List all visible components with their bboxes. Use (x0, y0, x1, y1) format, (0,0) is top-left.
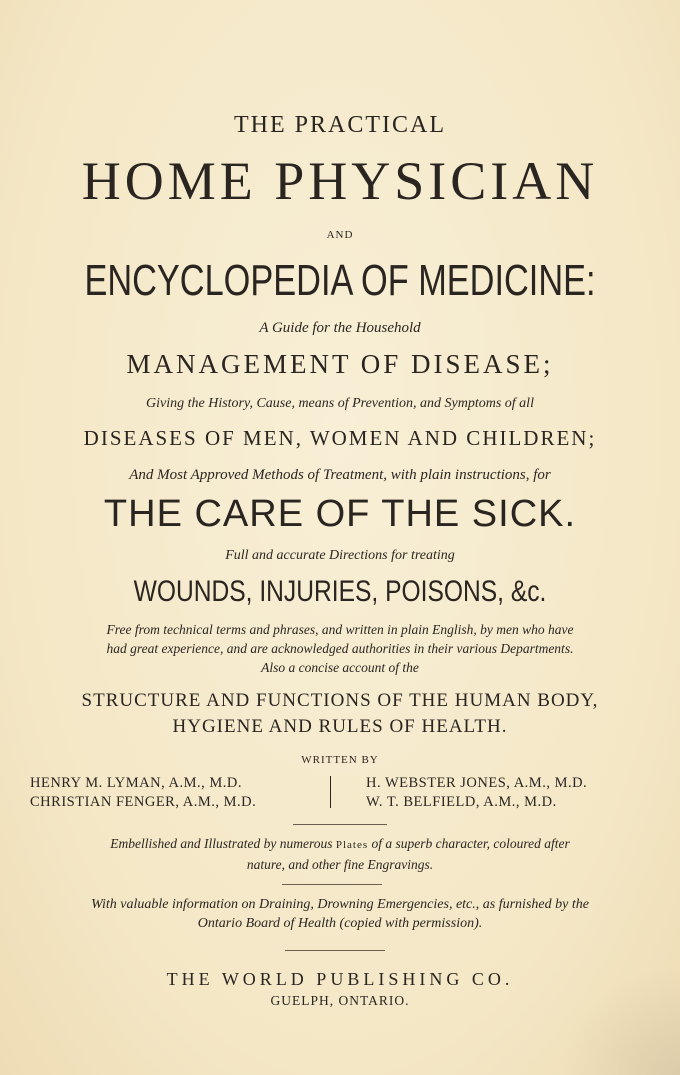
publisher-location: GUELPH, ONTARIO. (270, 993, 410, 1008)
authors-left-column (30, 774, 256, 812)
heading-wounds: WOUNDS, INJURIES, POISONS, &c. (133, 575, 547, 608)
heading-care-of-sick: THE CARE OF THE SICK. (103, 493, 577, 535)
divider-rule (293, 824, 387, 825)
written-by-label: WRITTEN BY (301, 754, 379, 766)
embellished-part-a: Embellished and Illustrated by numerous (110, 836, 333, 851)
valuable-line-2: Ontario Board of Health (copied with permission). (197, 916, 483, 931)
heading-structure-line-2: HYGIENE AND RULES OF HEALTH. (172, 716, 508, 737)
authors-right-column (366, 774, 587, 812)
publisher-name: THE WORLD PUBLISHING CO. (166, 969, 514, 989)
title-and: AND (326, 229, 354, 241)
subtitle-methods: And Most Approved Methods of Treatment, with plain instructions, for (129, 467, 551, 483)
valuable-paragraph (0, 895, 680, 933)
subtitle-directions: Full and accurate Directions for treating (225, 548, 455, 563)
author-jones: H. WEBSTER JONES, A.M., M.D. (366, 775, 588, 791)
description-paragraph (0, 620, 680, 677)
title-home-physician: HOME PHYSICIAN (81, 151, 599, 211)
subtitle-giving: Giving the History, Cause, means of Prevention, and Symptoms of all (146, 396, 534, 411)
heading-management: MANAGEMENT OF DISEASE; (126, 349, 554, 379)
embellished-part-d: nature, and other fine Engravings. (246, 857, 434, 872)
embellished-plates: Plates (335, 839, 369, 851)
subtitle-guide: A Guide for the Household (259, 320, 421, 336)
description-line-3: Also a concise account of the (261, 660, 419, 675)
authors-divider (330, 776, 331, 808)
heading-diseases: DISEASES OF MEN, WOMEN AND CHILDREN; (83, 426, 597, 450)
heading-structure-line-1: STRUCTURE AND FUNCTIONS OF THE HUMAN BODY, (81, 690, 599, 711)
embellished-part-c: of a superb character, coloured after (371, 836, 570, 851)
embellished-paragraph (0, 834, 680, 874)
title-the-practical: THE PRACTICAL (234, 112, 446, 138)
title-encyclopedia: ENCYCLOPEDIA OF MEDICINE: (84, 256, 596, 305)
description-line-2: had great experience, and are acknowledged authorities in their various Departments. (106, 641, 574, 656)
divider-rule (282, 884, 382, 885)
heading-structure (0, 688, 680, 740)
description-line-1: Free from technical terms and phrases, and written in plain English, by men who have (106, 622, 574, 637)
author-lyman: HENRY M. LYMAN, A.M., M.D. (30, 775, 243, 791)
divider-rule (285, 950, 385, 951)
valuable-line-1: With valuable information on Draining, Drowning Emergencies, etc., as furnished by the (91, 897, 589, 912)
paper-stain (560, 965, 680, 1075)
author-fenger: CHRISTIAN FENGER, A.M., M.D. (30, 794, 257, 810)
author-belfield: W. T. BELFIELD, A.M., M.D. (366, 794, 557, 810)
